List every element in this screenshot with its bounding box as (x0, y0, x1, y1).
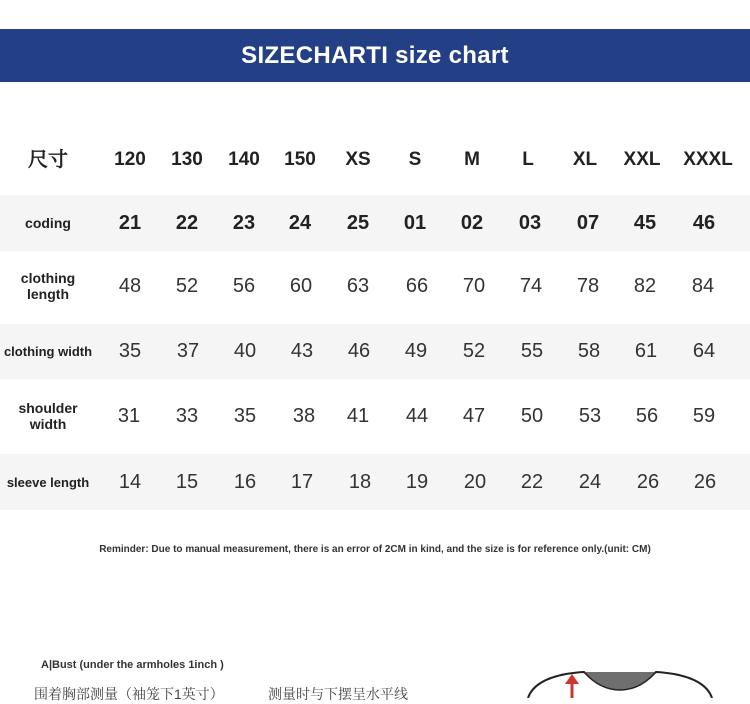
table-row-sleeve-length (0, 454, 750, 510)
table-cell: 53 (578, 404, 602, 427)
table-row-clothing-length (0, 258, 750, 314)
table-cell: 44 (405, 404, 429, 427)
table-cell: 24 (578, 470, 602, 493)
size-header-cell: M (464, 149, 480, 170)
table-cell: 46 (692, 211, 716, 234)
table-cell: 48 (118, 274, 142, 297)
size-header-cell: XL (572, 149, 598, 170)
size-header-cell: S (408, 149, 422, 170)
table-cell: 26 (636, 470, 660, 493)
table-cell: 41 (346, 404, 370, 427)
row-label: clothing length (20, 270, 76, 302)
row-label: clothing width (3, 344, 93, 359)
table-cell: 03 (518, 211, 542, 234)
table-cell: 61 (634, 340, 658, 362)
table-cell: 16 (233, 470, 257, 493)
table-row-shoulder-width (0, 388, 750, 444)
table-cell: 63 (346, 274, 370, 297)
table-cell: 78 (576, 274, 600, 297)
bust-label: A|Bust (under the armholes 1inch ) (41, 659, 224, 671)
table-cell: 25 (346, 211, 370, 234)
table-cell: 22 (520, 470, 544, 493)
table-cell: 15 (175, 470, 199, 493)
table-cell: 37 (176, 340, 200, 362)
table-cell: 59 (692, 404, 716, 427)
table-cell: 01 (403, 211, 427, 234)
size-header-cell: 140 (228, 149, 260, 170)
table-cell: 31 (117, 404, 141, 427)
bust-arrow-head (565, 674, 579, 684)
table-cell: 47 (462, 404, 486, 427)
size-header-cell: 150 (284, 149, 316, 170)
size-header-cell: 120 (114, 149, 146, 170)
table-cell: 40 (233, 340, 257, 362)
table-cell: 23 (232, 211, 256, 234)
size-header-cell: XXL (623, 149, 661, 170)
table-cell: 46 (347, 340, 371, 362)
table-cell: 38 (292, 404, 316, 427)
table-cell: 35 (118, 340, 142, 362)
table-cell: 66 (405, 274, 429, 297)
row-label: coding (25, 215, 71, 231)
table-cell: 14 (118, 470, 142, 493)
table-cell: 02 (460, 211, 484, 234)
table-row-clothing-width (0, 324, 750, 379)
table-cell: 26 (693, 470, 717, 493)
size-chart-banner (0, 29, 750, 82)
table-cell: 19 (405, 470, 429, 493)
table-cell: 56 (635, 404, 659, 427)
table-cell: 60 (289, 274, 313, 297)
size-header-cell: XS (345, 149, 371, 170)
size-header-label: 尺寸 (28, 149, 68, 171)
row-label: shoulder width (18, 400, 78, 432)
table-cell: 84 (691, 274, 715, 297)
table-cell: 74 (519, 274, 543, 297)
table-cell: 49 (404, 340, 428, 362)
table-cell: 52 (175, 274, 199, 297)
bust-instruction-cn: 围着胸部测量（袖笼下1英寸） (34, 686, 224, 702)
table-cell: 58 (577, 340, 601, 362)
table-cell: 82 (633, 274, 657, 297)
table-cell: 20 (463, 470, 487, 493)
size-header-cell: L (522, 149, 534, 170)
bust-instruction-cn-2: 测量时与下摆呈水平线 (268, 686, 408, 702)
table-cell: 21 (118, 211, 142, 234)
table-cell: 43 (290, 340, 314, 362)
size-header-cell: 130 (171, 149, 203, 170)
table-cell: 55 (520, 340, 544, 362)
size-header-row (0, 138, 750, 182)
measurement-reminder: Reminder: Due to manual measurement, there is an error of 2CM in kind, and the size is for reference only.(unit: CM) (99, 544, 651, 555)
row-label: sleeve length (6, 474, 90, 490)
table-cell: 17 (290, 470, 314, 493)
table-cell: 50 (520, 404, 544, 427)
table-cell: 33 (175, 404, 199, 427)
table-cell: 52 (462, 340, 486, 362)
tshirt-collar (584, 672, 656, 690)
table-cell: 24 (288, 211, 312, 234)
table-cell: 07 (576, 211, 600, 234)
table-cell: 64 (692, 340, 716, 362)
table-cell: 56 (232, 274, 256, 297)
banner-title: SIZECHARTI size chart (241, 41, 509, 69)
table-cell: 22 (175, 211, 199, 234)
table-cell: 35 (233, 404, 257, 427)
table-cell: 70 (462, 274, 486, 297)
tshirt-diagram (520, 664, 720, 698)
table-row-coding (0, 195, 750, 251)
table-cell: 18 (348, 470, 372, 493)
size-header-cell: XXXL (683, 149, 733, 170)
table-cell: 45 (633, 211, 657, 234)
